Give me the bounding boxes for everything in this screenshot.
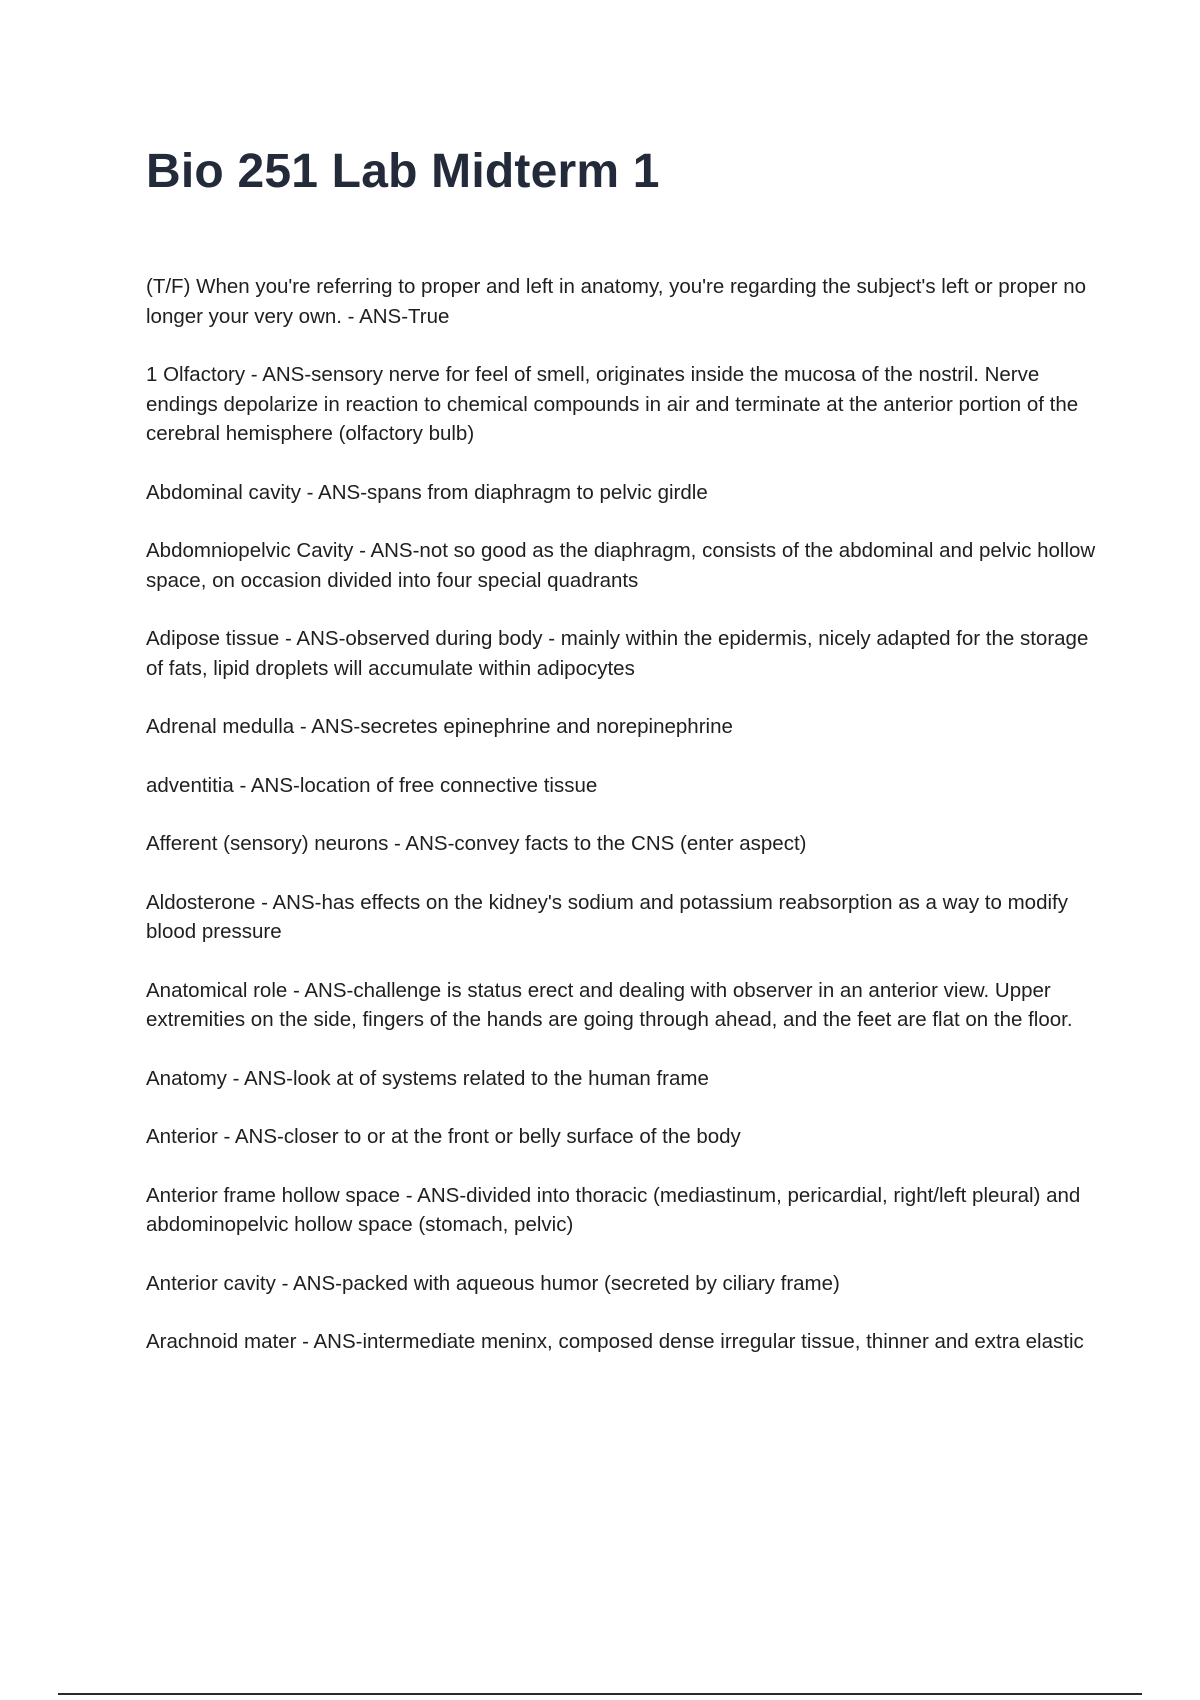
glossary-entry: Adrenal medulla - ANS-secretes epinephrine and norepinephrine [146,715,733,738]
glossary-entry: Abdominal cavity - ANS-spans from diaphragm to pelvic girdle [146,480,708,504]
glossary-entry: Afferent (sensory) neurons - ANS-convey facts to the CNS (enter aspect) [146,832,807,855]
glossary-entry: Adipose tissue - ANS-observed during body - mainly within the epidermis, nicely adapted for the storage of fats, lipid droplets will accumulate within adipocytes [146,627,1089,680]
glossary-entry: Arachnoid mater - ANS-intermediate meninx, composed dense irregular tissue, thinner and extra elastic [146,1330,1084,1353]
glossary-entry: (T/F) When you're referring to proper and left in anatomy, you're regarding the subject's left or proper no longer your very own. - ANS-True [146,275,1087,328]
footer-divider [58,1693,1142,1695]
glossary-entry: adventitia - ANS-location of free connective tissue [146,773,598,797]
glossary-entry: 1 Olfactory - ANS-sensory nerve for feel of smell, originates inside the mucosa of the nostril. Nerve endings depolarize in reaction to chemical compounds in air and terminate at the anterior portion of the cerebral hemisphere (olfactory bulb) [146,363,1079,445]
glossary-entry: Anterior - ANS-closer to or at the front or belly surface of the body [146,1125,741,1148]
glossary-entry: Anterior cavity - ANS-packed with aqueous humor (secreted by ciliary frame) [146,1271,840,1295]
glossary-entry: Anterior frame hollow space - ANS-divided into thoracic (mediastinum, pericardial, right/left pleural) and abdominopelvic hollow space (stomach, pelvic) [146,1183,1081,1236]
glossary-list [146,272,1096,1386]
glossary-entry: Anatomy - ANS-look at of systems related to the human frame [146,1066,709,1090]
glossary-entry: Anatomical role - ANS-challenge is status erect and dealing with observer in an anterior view. Upper extremities on the side, fingers of the hands are going through ahead, and the feet are flat on the floor. [146,978,1073,1031]
glossary-entry: Aldosterone - ANS-has effects on the kidney's sodium and potassium reabsorption as a way to modify blood pressure [146,890,1068,943]
glossary-entry: Abdomniopelvic Cavity - ANS-not so good as the diaphragm, consists of the abdominal and pelvic hollow space, on occasion divided into four special quadrants [146,539,1096,592]
document-title: Bio 251 Lab Midterm 1 [146,145,660,198]
